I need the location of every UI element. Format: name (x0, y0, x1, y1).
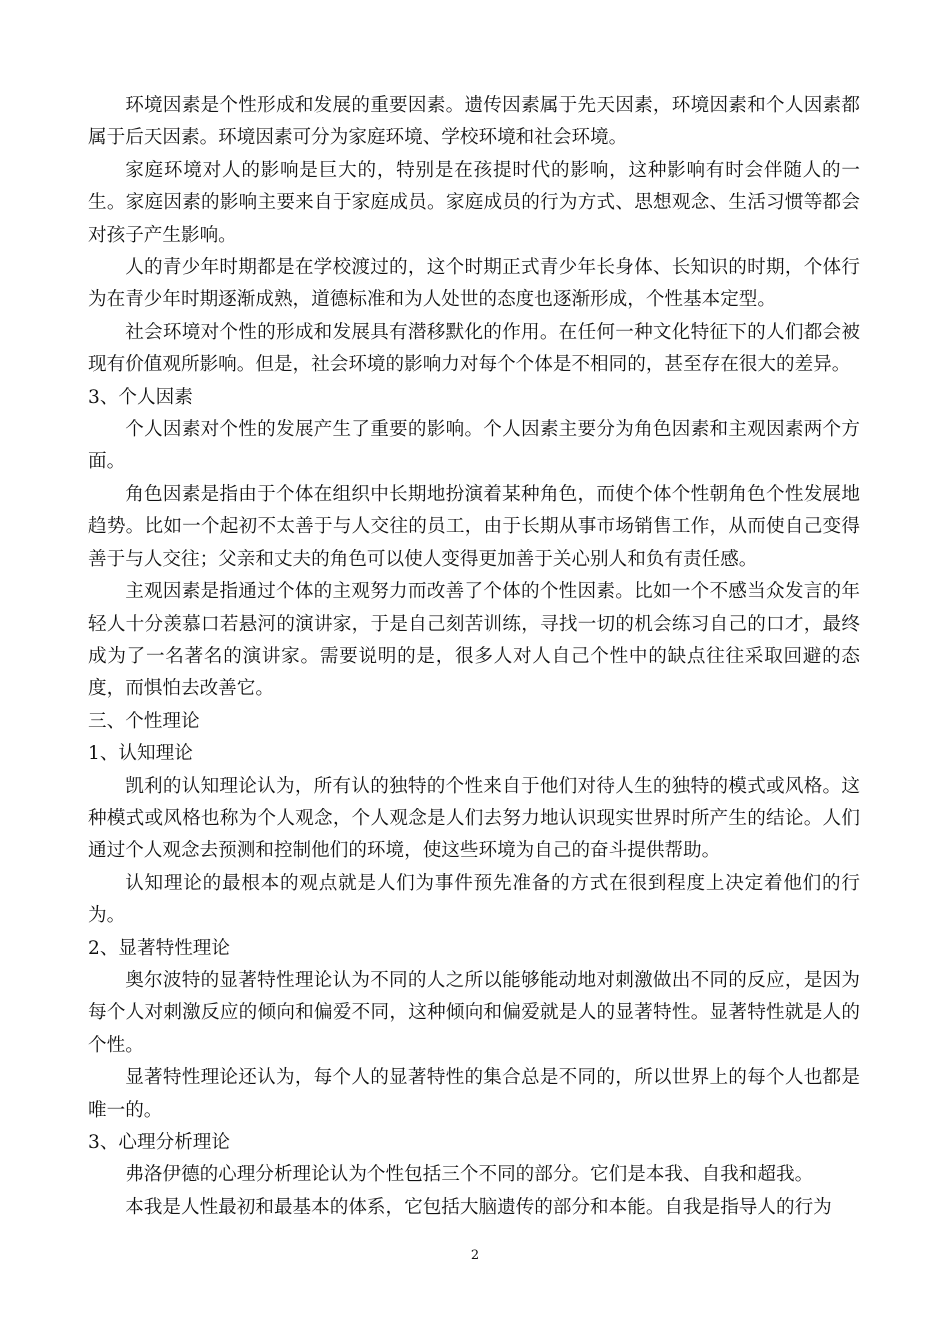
page-number: 2 (470, 1248, 480, 1263)
section-heading: 2、显著特性理论 (88, 937, 230, 959)
paragraph: 角色因素是指由于个体在组织中长期地扮演着某种角色，而使个体个性朝角色个性发展地趋势。比如一个起初不太善于与人交往的员工，由于长期从事市场销售工作，从而使自己变得善于与人交往；父亲和丈夫的角色可以使人变得更加善于关心别人和负有责任感。 (88, 483, 860, 570)
paragraph: 家庭环境对人的影响是巨大的，特别是在孩提时代的影响，这种影响有时会伴随人的一生。家庭因素的影响主要来自于家庭成员。家庭成员的行为方式、思想观念、生活习惯等都会对孩子产生影响。 (88, 159, 860, 246)
paragraph: 认知理论的最根本的观点就是人们为事件预先准备的方式在很到程度上决定着他们的行为。 (88, 872, 860, 927)
paragraph: 显著特性理论还认为，每个人的显著特性的集合总是不同的，所以世界上的每个人也都是唯一的。 (88, 1067, 860, 1121)
paragraph: 本我是人性最初和最基本的体系，它包括大脑遗传的部分和本能。自我是指导人的行为 (125, 1196, 832, 1218)
paragraph: 主观因素是指通过个体的主观努力而改善了个体的个性因素。比如一个不感当众发言的年轻人十分羡慕口若悬河的演讲家，于是自己刻苦训练，寻找一切的机会练习自己的口才，最终成为了一名著名的演讲家。需要说明的是，很多人对人自己个性中的缺点往往采取回避的态度，而惧怕去改善它。 (88, 581, 860, 700)
paragraph: 弗洛伊德的心理分析理论认为个性包括三个不同的部分。它们是本我、自我和超我。 (125, 1164, 814, 1186)
paragraph: 凯利的认知理论认为，所有认的独特的个性来自于他们对待人生的独特的模式或风格。这种模式或风格也称为个人观念，个人观念是人们去努力地认识现实世界时所产生的结论。人们通过个人观念去预测和控制他们的环境，使这些环境为自己的奋斗提供帮助。 (88, 775, 860, 862)
paragraph: 个人因素对个性的发展产生了重要的影响。个人因素主要分为角色因素和主观因素两个方面。 (88, 419, 860, 473)
paragraph: 环境因素是个性形成和发展的重要因素。遗传因素属于先天因素，环境因素和个人因素都属于后天因素。环境因素可分为家庭环境、学校环境和社会环境。 (88, 95, 860, 149)
document-body (88, 90, 860, 1224)
section-heading: 3、心理分析理论 (88, 1132, 230, 1153)
paragraph: 奥尔波特的显著特性理论认为不同的人之所以能够能动地对刺激做出不同的反应，是因为每个人对刺激反应的倾向和偏爱不同，这种倾向和偏爱就是人的显著特性。显著特性就是人的个性。 (88, 969, 860, 1056)
paragraph: 社会环境对个性的形成和发展具有潜移默化的作用。在任何一种文化特征下的人们都会被现有价值观所影响。但是，社会环境的影响力对每个个体是不相同的，甚至存在很大的差异。 (88, 321, 860, 376)
section-heading: 三、个性理论 (88, 710, 200, 732)
section-heading: 3、个人因素 (88, 386, 193, 408)
section-heading: 1、认知理论 (88, 743, 193, 765)
paragraph: 人的青少年时期都是在学校渡过的，这个时期正式青少年长身体、长知识的时期，个体行为在青少年时期逐渐成熟，道德标准和为人处世的态度也逐渐形成，个性基本定型。 (88, 257, 860, 311)
